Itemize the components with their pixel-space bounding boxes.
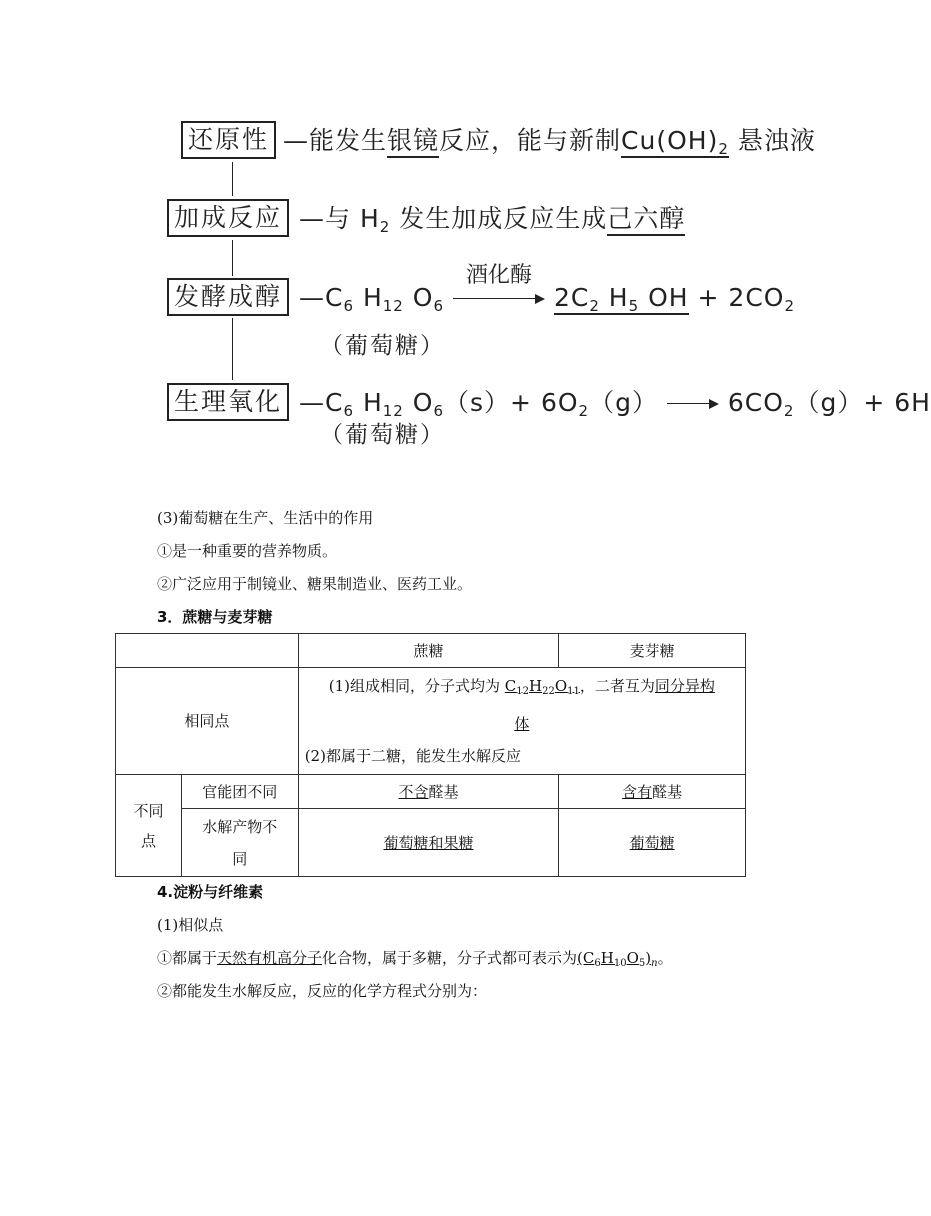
sucrose-hydrolysis-product: 葡萄糖和果糖	[298, 809, 559, 877]
table-row-hydrolysis	[116, 809, 746, 877]
connector-3	[232, 318, 233, 380]
maltose-hydrolysis-product: 葡萄糖	[559, 809, 746, 877]
para-glucose-uses: (3)葡萄糖在生产、生活中的作用	[157, 509, 374, 527]
table-corner-cell	[116, 634, 299, 668]
box-addition: 加成反应	[167, 199, 289, 237]
glucose-properties-diagram	[0, 0, 931, 470]
heading-starch-cellulose: 4.淀粉与纤维素	[157, 883, 264, 901]
para-applications: ②广泛应用于制镜业、糖果制造业、医药工业。	[157, 575, 473, 593]
para-similarities: (1)相似点	[157, 916, 224, 934]
oxidation-equation: $—C_6$ $H_{12}$ $O_6(s)+ 6O_2(g)$ $6CO_2(g)+ 6H$	[299, 388, 931, 420]
arrow-label-enzyme: 酒化酶	[466, 263, 533, 288]
addition-description: —与 $H_2$ 发生加成反应生成己六醇	[299, 204, 686, 236]
box-oxidation: 生理氧化	[167, 383, 289, 421]
label-same-points: 相同点	[116, 668, 299, 775]
para-polymer: ①都属于天然有机高分子化合物，属于多糖，分子式都可表示为$(C_6H_{10}O_5)_n$。	[157, 949, 673, 969]
same-points-content: (1)组成相同，分子式均为 $C_{12}H_{22}O_{11}$，二者互为同分异构 体 (2)都属于二糖，能发生水解反应	[298, 668, 745, 775]
maltose-functional-group: 含有醛基	[559, 775, 746, 809]
connector-2	[232, 240, 233, 276]
table-header-row	[116, 634, 746, 668]
para-hydrolysis: ②都能发生水解反应，反应的化学方程式分别为：	[157, 982, 488, 1000]
para-nutrient: ①是一种重要的营养物质。	[157, 542, 338, 560]
heading-sucrose-maltose: 3．蔗糖与麦芽糖	[157, 608, 273, 626]
glucose-note-2: （葡萄糖）	[320, 422, 445, 448]
connector-1	[232, 162, 233, 196]
reducing-description: —能发生银镜反应，能与新制$Cu(OH)_2$ 悬浊液	[283, 126, 816, 158]
glucose-note-1: （葡萄糖）	[320, 333, 445, 359]
fermentation-equation: $—C_6$ $H_{12}$ $O_6$ $2C_2$ $H_5$ OH + $2CO_2$	[299, 283, 796, 315]
reaction-arrow-2	[667, 394, 719, 414]
table-row-functional-group	[116, 775, 746, 809]
sucrose-functional-group: 不含醛基	[298, 775, 559, 809]
box-reducing: 还原性	[181, 121, 276, 159]
reaction-arrow	[453, 289, 545, 309]
table-row-same	[116, 668, 746, 775]
header-sucrose: 蔗糖	[298, 634, 559, 668]
sucrose-maltose-table	[115, 633, 746, 877]
box-fermentation: 发酵成醇	[167, 278, 289, 316]
label-hydrolysis-product: 水解产物不 同	[181, 809, 298, 877]
label-functional-group: 官能团不同	[181, 775, 298, 809]
label-different-points: 不同 点	[116, 775, 182, 877]
header-maltose: 麦芽糖	[559, 634, 746, 668]
